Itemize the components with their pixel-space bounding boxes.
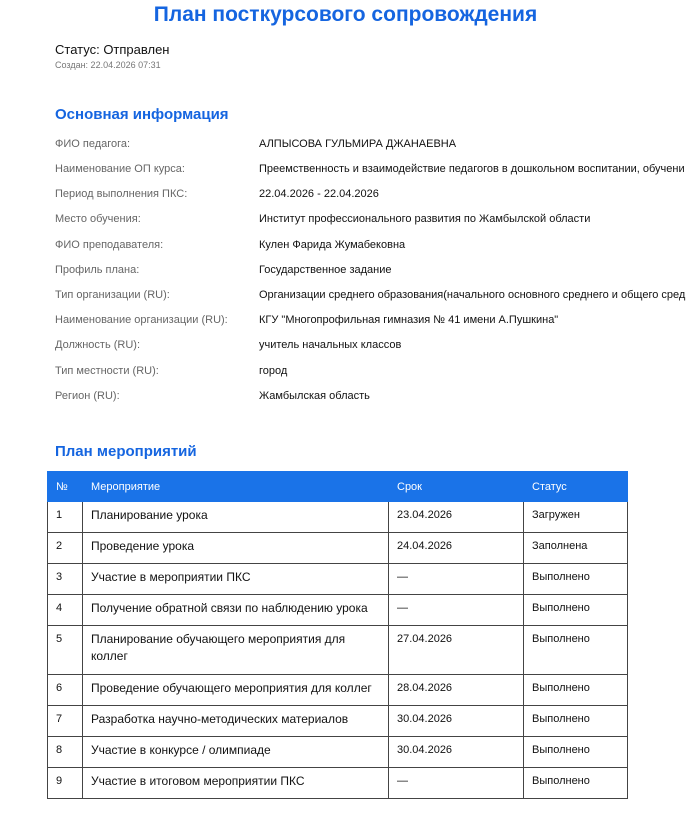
- info-value: Организации среднего образования(начального основного среднего и общего сред: [259, 289, 686, 301]
- table-row: [48, 768, 628, 799]
- row-number: 2: [48, 533, 83, 564]
- row-status: Выполнено: [524, 706, 628, 737]
- row-event: Участие в итоговом мероприятии ПКС: [83, 768, 389, 799]
- row-event: Проведение обучающего мероприятия для коллег: [83, 675, 389, 706]
- created-timestamp: Создан: 22.04.2026 07:31: [55, 60, 161, 70]
- info-value: АЛПЫСОВА ГУЛЬМИРА ДЖАНАЕВНА: [259, 138, 457, 150]
- row-status: Выполнено: [524, 737, 628, 768]
- row-number: 3: [48, 564, 83, 595]
- info-row: [0, 365, 691, 385]
- info-value: Государственное задание: [259, 264, 392, 276]
- column-header-date: Срок: [389, 472, 524, 502]
- row-number: 5: [48, 626, 83, 675]
- info-label: Тип местности (RU):: [55, 365, 159, 377]
- table-row: [48, 502, 628, 533]
- info-value: Жамбылская область: [259, 390, 370, 402]
- row-date: 23.04.2026: [389, 502, 524, 533]
- info-label: ФИО преподавателя:: [55, 239, 164, 251]
- row-number: 9: [48, 768, 83, 799]
- info-label: Тип организации (RU):: [55, 289, 170, 301]
- info-label: Профиль плана:: [55, 264, 140, 276]
- info-row: [0, 163, 691, 183]
- info-value: город: [259, 365, 288, 377]
- info-row: [0, 188, 691, 208]
- info-row: [0, 289, 691, 309]
- row-event: Получение обратной связи по наблюдению урока: [83, 595, 389, 626]
- info-value: Преемственность и взаимодействие педагогов в дошкольном воспитании, обучени: [259, 163, 685, 175]
- row-date: 30.04.2026: [389, 737, 524, 768]
- table-header-row: [48, 472, 628, 502]
- info-value: учитель начальных классов: [259, 339, 402, 351]
- page-title: План посткурсового сопровождения: [153, 3, 538, 26]
- info-row: [0, 314, 691, 334]
- info-label: Регион (RU):: [55, 390, 120, 402]
- plan-table: [47, 471, 628, 799]
- table-row: [48, 533, 628, 564]
- row-date: 28.04.2026: [389, 675, 524, 706]
- row-number: 8: [48, 737, 83, 768]
- column-header-status: Статус: [524, 472, 628, 502]
- section-title-main-info: Основная информация: [55, 106, 229, 123]
- column-header-number: №: [48, 472, 83, 502]
- info-row: [0, 264, 691, 284]
- row-event: Разработка научно-методических материалов: [83, 706, 389, 737]
- row-status: Выполнено: [524, 768, 628, 799]
- info-label: Период выполнения ПКС:: [55, 188, 188, 200]
- row-event: Планирование обучающего мероприятия для коллег: [83, 626, 389, 675]
- info-row: [0, 213, 691, 233]
- table-row: [48, 564, 628, 595]
- info-row: [0, 339, 691, 359]
- row-number: 6: [48, 675, 83, 706]
- row-event: Участие в мероприятии ПКС: [83, 564, 389, 595]
- row-event: Проведение урока: [83, 533, 389, 564]
- row-status: Выполнено: [524, 626, 628, 675]
- row-status: Выполнено: [524, 564, 628, 595]
- row-status: Загружен: [524, 502, 628, 533]
- row-number: 7: [48, 706, 83, 737]
- table-row: [48, 737, 628, 768]
- row-event: Планирование урока: [83, 502, 389, 533]
- info-value: КГУ "Многопрофильная гимназия № 41 имени А.Пушкина": [259, 314, 559, 326]
- row-status: Заполнена: [524, 533, 628, 564]
- table-row: [48, 675, 628, 706]
- column-header-event: Мероприятие: [83, 472, 389, 502]
- info-label: ФИО педагога:: [55, 138, 131, 150]
- info-label: Место обучения:: [55, 213, 141, 225]
- row-date: 27.04.2026: [389, 626, 524, 675]
- status-text: Статус: Отправлен: [55, 42, 170, 57]
- info-row: [0, 138, 691, 158]
- row-date: 30.04.2026: [389, 706, 524, 737]
- row-status: Выполнено: [524, 675, 628, 706]
- row-date: —: [389, 768, 524, 799]
- row-date: —: [389, 595, 524, 626]
- info-row: [0, 390, 691, 410]
- info-label: Наименование организации (RU):: [55, 314, 228, 326]
- row-date: 24.04.2026: [389, 533, 524, 564]
- info-label: Наименование ОП курса:: [55, 163, 185, 175]
- table-row: [48, 595, 628, 626]
- info-label: Должность (RU):: [55, 339, 141, 351]
- table-row: [48, 706, 628, 737]
- row-date: —: [389, 564, 524, 595]
- info-value: Кулен Фарида Жумабековна: [259, 239, 406, 251]
- row-status: Выполнено: [524, 595, 628, 626]
- section-title-plan: План мероприятий: [55, 443, 197, 460]
- table-row: [48, 626, 628, 675]
- info-value: Институт профессионального развития по Жамбылской области: [259, 213, 591, 225]
- row-event: Участие в конкурсе / олимпиаде: [83, 737, 389, 768]
- row-number: 4: [48, 595, 83, 626]
- info-value: 22.04.2026 - 22.04.2026: [259, 188, 379, 200]
- info-row: [0, 239, 691, 259]
- row-number: 1: [48, 502, 83, 533]
